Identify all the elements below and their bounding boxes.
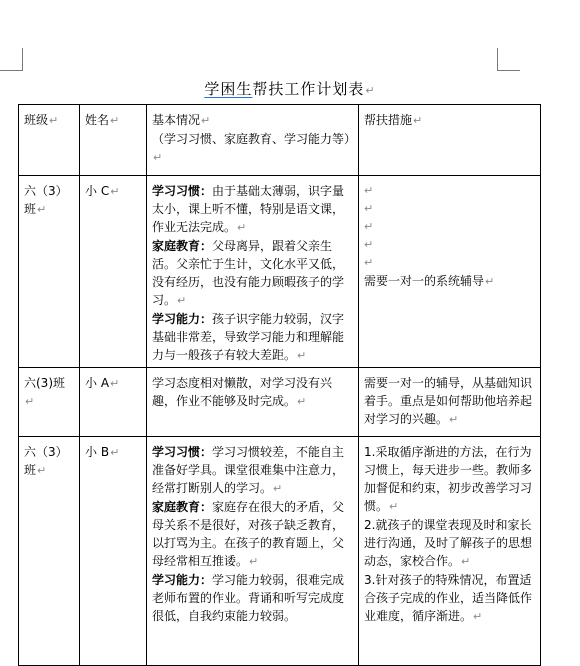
paragraph-mark-icon: ↵: [485, 275, 495, 288]
paragraph-mark-icon: ↵: [110, 114, 120, 127]
paragraph-mark-icon: ↵: [153, 151, 163, 164]
header-basic: 基本情况↵ （学习习惯、家庭教育、学习能力等）↵: [147, 105, 359, 176]
cell-basic: 学习态度相对懒散，对学习没有兴趣，作业不能够及时完成。↵: [147, 368, 359, 437]
header-row: [19, 105, 541, 176]
paragraph-mark-icon: ↵: [273, 482, 283, 495]
paragraph-mark-icon: ↵: [37, 203, 47, 216]
cell-class: 六(3)班↵: [19, 368, 80, 437]
paragraph-mark-icon: ↵: [37, 464, 47, 477]
cell-measures: 需要一对一的辅导，从基础知识着手。重点是如何帮助他培养起对学习的兴趣。↵: [359, 368, 541, 437]
habit-label: 学习习惯：: [152, 445, 213, 459]
title-rest: 帮扶工作计划表: [252, 80, 365, 98]
cell-class: 六（3）班↵: [19, 437, 80, 666]
paragraph-mark-icon: ↵: [110, 185, 120, 198]
paragraph-mark-icon: ↵: [364, 238, 374, 251]
habit-label: 学习习惯：: [152, 184, 213, 198]
paragraph-mark-icon: ↵: [201, 114, 211, 127]
cell-basic: 学习习惯：由于基础太薄弱，识字量太小，课上听不懂，特别是语文课，作业无法完成。↵ 家庭教育：父母离异，跟着父亲生活。父亲忙于生计，文化水平又低，没有经历，也没有能力顾暇孩子的学习。↵ 学习能力：孩子识字能力较弱，汉字基础非常差，导致学习能力和理解能力与一般孩子有较大差距。↵: [147, 176, 359, 368]
paragraph-mark-icon: ↵: [110, 446, 120, 459]
table-row: [19, 368, 541, 437]
cell-class: 六（3）班↵: [19, 176, 80, 368]
header-class: 班级↵: [19, 105, 80, 176]
cell-name: 小 A↵: [80, 368, 147, 437]
paragraph-mark-icon: ↵: [297, 395, 307, 408]
paragraph-mark-icon: ↵: [473, 610, 483, 623]
ability-label: 学习能力：: [152, 573, 213, 587]
paragraph-mark-icon: ↵: [297, 349, 307, 362]
crop-mark-top-right: [497, 48, 520, 71]
plan-table: [18, 104, 541, 666]
paragraph-mark-icon: ↵: [365, 84, 376, 97]
cell-measures: ↵ ↵ ↵ ↵ ↵ 需要一对一的系统辅导↵: [359, 176, 541, 368]
header-measures: 帮扶措施↵: [359, 105, 541, 176]
paragraph-mark-icon: ↵: [449, 413, 459, 426]
cell-name: 小 C↵: [80, 176, 147, 368]
paragraph-mark-icon: ↵: [389, 500, 399, 513]
paragraph-mark-icon: ↵: [177, 294, 187, 307]
paragraph-mark-icon: ↵: [25, 395, 35, 408]
cell-basic: 学习习惯：学习习惯较差，不能自主准备好学具。课堂很难集中注意力，经常打断别人的学习。↵ 家庭教育：家庭存在很大的矛盾，父母关系不是很好，对孩子缺乏教育，以打骂为主。在孩子的教育题上，父母经常相互推诿。↵ 学习能力：学习能力较弱，很难完成老师布置的作业。背诵和听写完成度很低，自我约束能力较弱。: [147, 437, 359, 666]
paragraph-mark-icon: ↵: [364, 202, 374, 215]
paragraph-mark-icon: ↵: [461, 555, 471, 568]
paragraph-mark-icon: ↵: [49, 114, 59, 127]
paragraph-mark-icon: ↵: [110, 377, 120, 390]
cell-measures: 1.采取循序渐进的方法，在行为习惯上，每天进步一些。教师多加督促和约束，初步改善学习习惯。↵ 2.就孩子的课堂表现及时和家长进行沟通，及时了解孩子的思想动态，家校合作。↵ 3.针对孩子的特殊情况，布置适合孩子完成的作业，适当降低作业难度，循序渐进。↵: [359, 437, 541, 666]
paragraph-mark-icon: ↵: [249, 555, 259, 568]
header-name: 姓名↵: [80, 105, 147, 176]
cell-name: 小 B↵: [80, 437, 147, 666]
table-row: [19, 437, 541, 666]
paragraph-mark-icon: ↵: [413, 114, 423, 127]
paragraph-mark-icon: ↵: [364, 184, 374, 197]
paragraph-mark-icon: ↵: [237, 221, 247, 234]
table-row: [19, 176, 541, 368]
paragraph-mark-icon: ↵: [364, 256, 374, 269]
ability-label: 学习能力：: [152, 312, 213, 326]
paragraph-mark-icon: ↵: [364, 220, 374, 233]
title-underlined-part: 学困生: [204, 80, 253, 98]
document-title: [0, 78, 580, 99]
crop-mark-top-left: [0, 48, 23, 71]
family-label: 家庭教育：: [152, 500, 213, 514]
family-label: 家庭教育：: [152, 239, 213, 253]
